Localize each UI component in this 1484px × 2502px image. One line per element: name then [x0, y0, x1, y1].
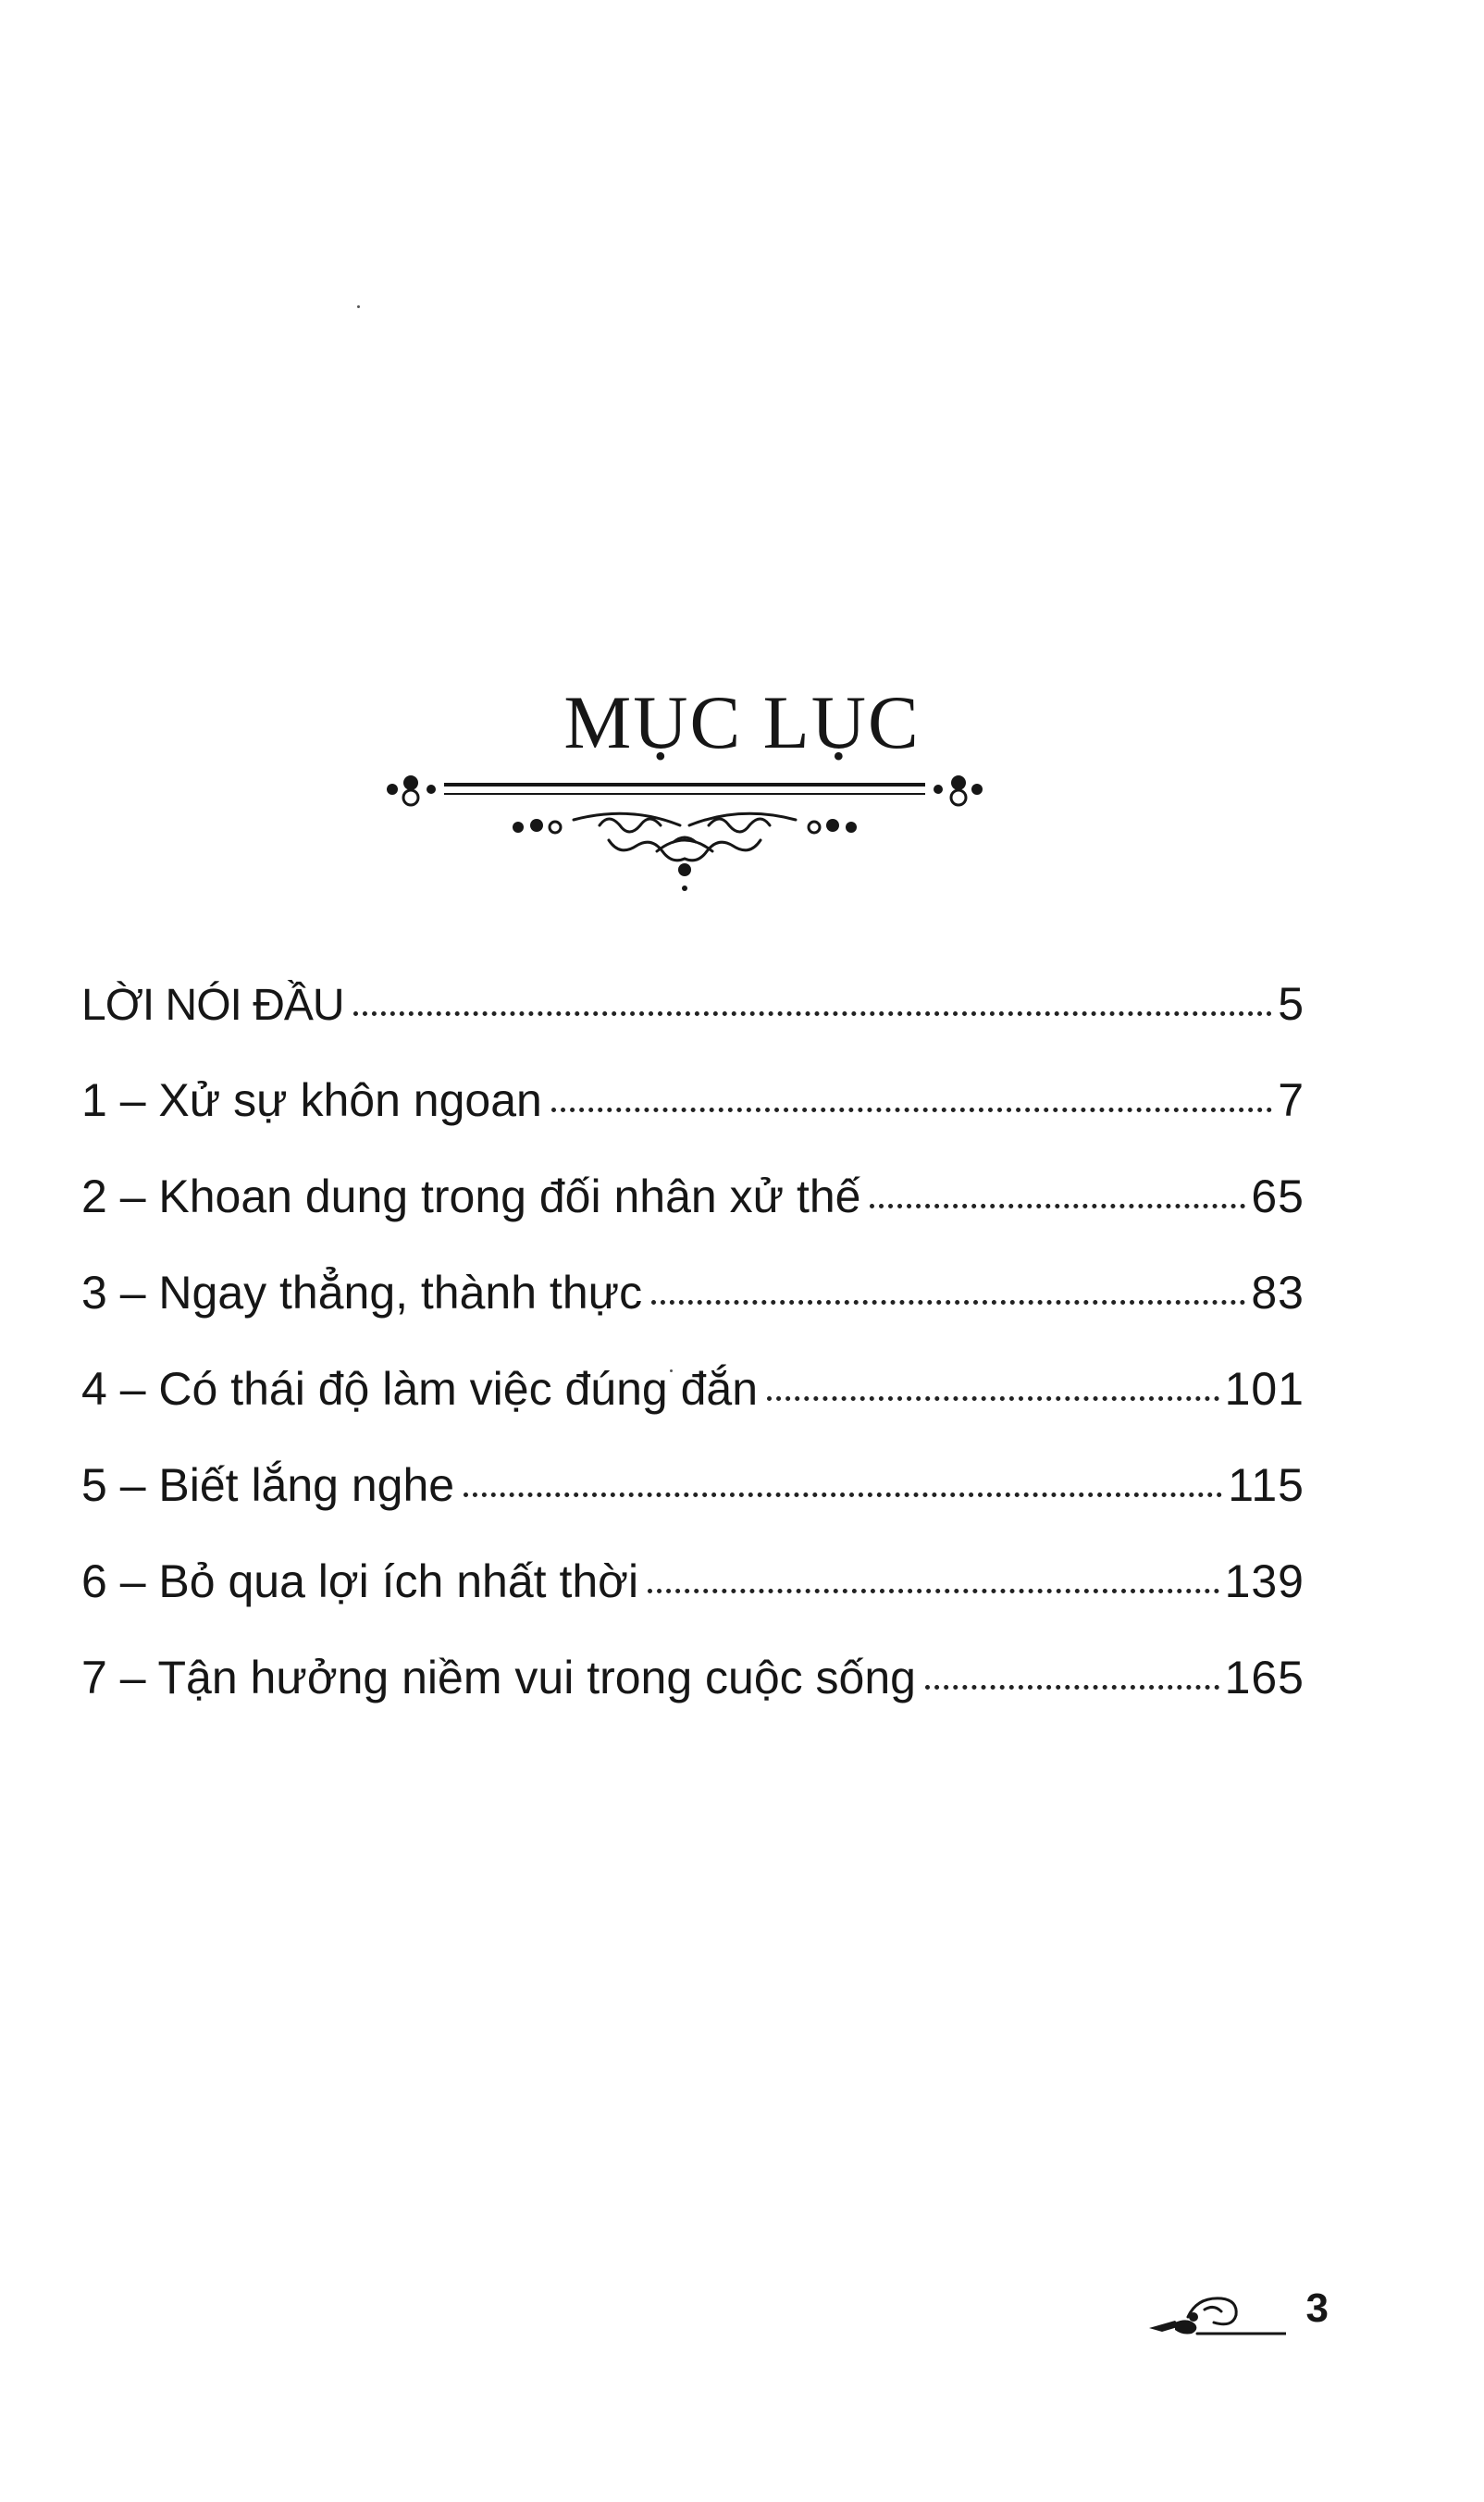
toc-entry-label: 6 – Bỏ qua lợi ích nhất thời	[81, 1555, 639, 1607]
toc-entry-page: 165	[1224, 1652, 1305, 1703]
dot-leader	[925, 1685, 1219, 1690]
dot-leader	[551, 1108, 1272, 1112]
toc-entry-label: 1 – Xử sự khôn ngoan	[81, 1074, 542, 1126]
toc-entry-label: 7 – Tận hưởng niềm vui trong cuộc sống	[81, 1652, 916, 1703]
toc-entry	[81, 1267, 1305, 1366]
page-footer	[1147, 2285, 1369, 2350]
dot-leader	[353, 1011, 1273, 1016]
page-title: MỤC LỤC	[563, 680, 921, 764]
toc-entry	[81, 1363, 1305, 1462]
dot-leader	[648, 1589, 1219, 1593]
toc-entry	[81, 1654, 1305, 1751]
toc-entry	[81, 1074, 1305, 1173]
toc-entry-page: 5	[1278, 978, 1305, 1030]
toc-entry-label: 5 – Biết lắng nghe	[81, 1459, 455, 1511]
dot-leader	[767, 1396, 1219, 1401]
toc-entry-label: 4 – Có thái độ làm việc đúng đắn	[81, 1363, 759, 1415]
toc-entry	[81, 978, 1305, 1077]
toc-entry-page: 139	[1224, 1555, 1305, 1607]
toc-entry-page: 65	[1251, 1170, 1305, 1222]
table-of-contents	[81, 978, 1305, 1751]
toc-entry-page: 7	[1278, 1074, 1305, 1126]
toc-entry-page: 115	[1228, 1459, 1305, 1511]
toc-entry-label: LỜI NÓI ĐẦU	[81, 981, 344, 1030]
toc-entry	[81, 1459, 1305, 1558]
bird-flourish-icon	[1147, 2289, 1286, 2345]
dot-leader	[870, 1204, 1245, 1208]
toc-entry-label: 3 – Ngay thẳng, thành thực	[81, 1267, 643, 1319]
scroll-flourish-icon	[379, 759, 990, 898]
page-number: 3	[1305, 2285, 1329, 2331]
toc-entry	[81, 1555, 1305, 1654]
dot-leader	[464, 1493, 1222, 1497]
toc-entry-page: 83	[1251, 1267, 1305, 1319]
toc-entry-page: 101	[1224, 1363, 1305, 1415]
toc-entry-label: 2 – Khoan dung trong đối nhân xử thế	[81, 1170, 861, 1222]
dot-leader	[651, 1300, 1245, 1305]
toc-entry	[81, 1170, 1305, 1270]
print-speck	[357, 305, 360, 308]
